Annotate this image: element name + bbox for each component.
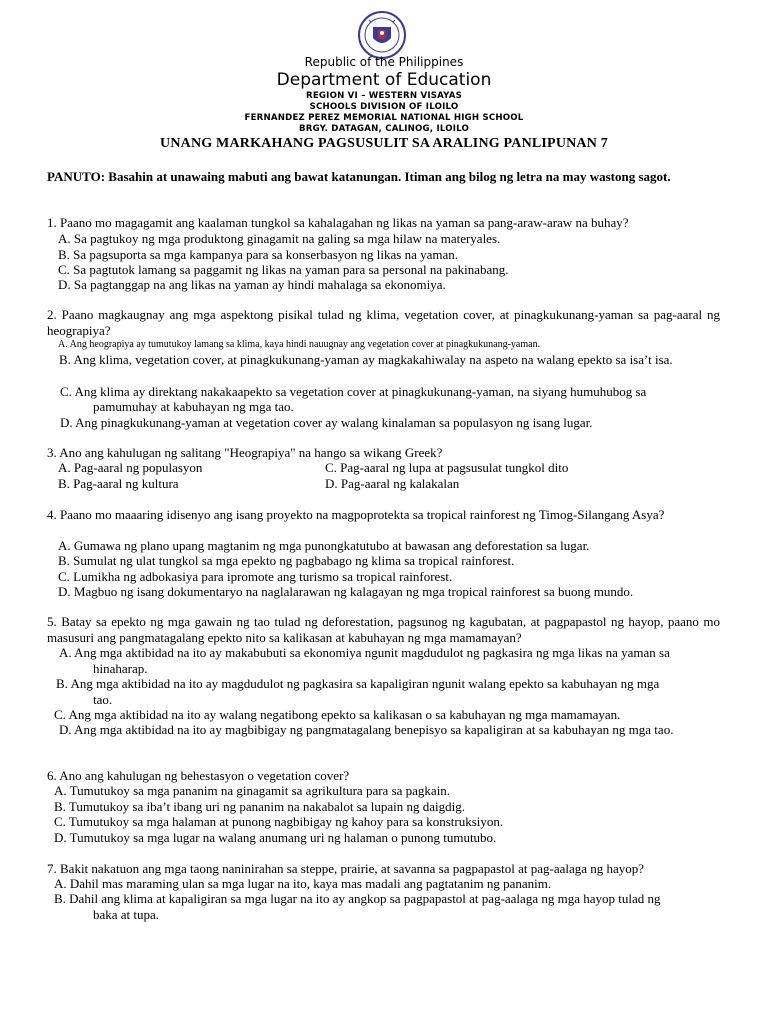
q4-choice-d[interactable]: D. Magbuo ng isang dokumentaryo na naglalarawan ng kalagayan ng mga tropical rainforest sa buong mundo. (58, 584, 634, 599)
question-4: 4. Paano mo maaaring idisenyo ang isang proyekto na magpoprotekta sa tropical rainforest ng Timog-Silangang Asya? (47, 507, 665, 522)
republic-line: Republic of the Philippines (304, 55, 464, 69)
q5-choice-a-cont: hinaharap. (93, 661, 148, 676)
q5-choice-d[interactable]: D. Ang mga aktibidad na ito ay magbibigay ng pangmatagalang benepisyo sa kapaligiran at sa kabuhayan ng mga tao. (59, 722, 674, 737)
q5-choice-a[interactable]: A. Ang mga aktibidad na ito ay makabubuti sa ekonomiya ngunit magdudulot ng pagkasira ng mga likas na yaman sa (59, 645, 670, 660)
instructions: PANUTO: Basahin at unawaing mabuti ang bawat katanungan. Itiman ang bilog ng letra na may wastong sagot. (47, 169, 671, 184)
q7-choice-a[interactable]: A. Dahil mas maraming ulan sa mga lugar na ito, kaya mas madali ang pagtatanim ng pananim. (54, 876, 552, 891)
q1-choice-d[interactable]: D. Sa pagtanggap na ang likas na yaman ay hindi mahalaga sa ekonomiya. (58, 277, 446, 292)
q7-choice-b[interactable]: B. Dahil ang klima at kapaligiran sa mga lugar na ito ay angkop sa pagpapastol at pag-aalaga ng mga hayop tulad ng (54, 891, 661, 906)
q3-choice-b[interactable]: B. Pag-aaral ng kultura (58, 476, 179, 491)
q3-choice-d[interactable]: D. Pag-aaral ng kalakalan (325, 476, 460, 491)
question-5: 5. Batay sa epekto ng mga gawain ng tao tulad ng deforestation, pagsunog ng kagubatan, at pagpapastol ng hayop, paano mo masusuri ang pangmatagalang epekto nito sa kalikasan at kabuhayan ng mga mamamayan? (47, 614, 720, 645)
q2-choice-c[interactable]: C. Ang klima ay direktang nakakaapekto sa vegetation cover at pinagkukunang-yaman, na siyang humuhubog sa (60, 384, 647, 399)
q2-choice-a[interactable]: A. Ang heograpiya ay tumutukoy lamang sa klima, kaya hindi nauugnay ang vegetation cover at pinagkukunang-yaman. (58, 339, 541, 350)
q1-choice-b[interactable]: B. Sa pagsuporta sa mga kampanya para sa konserbasyon ng likas na yaman. (58, 247, 459, 262)
department-name: Department of Education (276, 70, 492, 90)
q4-choice-c[interactable]: C. Lumikha ng adbokasiya para ipromote ang turismo sa tropical rainforest. (58, 569, 453, 584)
question-6: 6. Ano ang kahulugan ng behestasyon o vegetation cover? (47, 768, 350, 783)
q4-choice-b[interactable]: B. Sumulat ng ulat tungkol sa mga epekto ng pagbabago ng klima sa tropical rainforest. (58, 553, 515, 568)
region-line: REGION VI – WESTERN VISAYAS (306, 91, 462, 101)
q6-choice-c[interactable]: C. Tumutukoy sa mga halaman at punong nagbibigay ng kahoy para sa konstruksiyon. (54, 814, 504, 829)
address-line: BRGY. DATAGAN, CALINOG, ILOILO (299, 124, 469, 134)
q2-choice-d[interactable]: D. Ang pinagkukunang-yaman at vegetation cover ay walang kinalaman sa populasyon ng isang lugar. (60, 415, 593, 430)
question-2: 2. Paano magkaugnay ang mga aspektong pisikal tulad ng klima, vegetation cover, at pinagkukunang-yaman sa pag-aaral ng heograpiya? (47, 307, 720, 338)
q5-choice-c[interactable]: C. Ang mga aktibidad na ito ay walang negatibong epekto sa kalikasan o sa kabuhayan ng mga mamamayan. (54, 707, 621, 722)
school-line: FERNANDEZ PEREZ MEMORIAL NATIONAL HIGH SCHOOL (244, 113, 524, 123)
q5-choice-b-cont: tao. (93, 692, 113, 707)
question-3: 3. Ano ang kahulugan ng salitang "Heograpiya" na hango sa wikang Greek? (47, 445, 443, 460)
exam-title: UNANG MARKAHANG PAGSUSULIT SA ARALING PANLIPUNAN 7 (160, 136, 608, 151)
q4-choice-a[interactable]: A. Gumawa ng plano upang magtanim ng mga punongkatutubo at bawasan ang deforestation sa lugar. (58, 538, 590, 553)
division-line: SCHOOLS DIVISION OF ILOILO (309, 102, 459, 112)
q1-choice-a[interactable]: A. Sa pagtukoy ng mga produktong ginagamit na galing sa mga hilaw na materyales. (58, 231, 501, 246)
q2-choice-c-cont: pamumuhay at kabuhayan ng mga tao. (93, 399, 294, 414)
q5-choice-b[interactable]: B. Ang mga aktibidad na ito ay magdudulot ng pagkasira sa kapaligiran ngunit walang epekto sa kabuhayan ng mga (56, 676, 660, 691)
q6-choice-d[interactable]: D. Tumutukoy sa mga lugar na walang anumang uri ng halaman o punong tumutubo. (54, 830, 497, 845)
question-1: 1. Paano mo magagamit ang kaalaman tungkol sa kahalagahan ng likas na yaman sa pang-araw-araw na buhay? (47, 215, 629, 230)
q6-choice-b[interactable]: B. Tumutukoy sa iba’t ibang uri ng pananim na nakabalot sa lupain ng daigdig. (54, 799, 466, 814)
q3-choice-a[interactable]: A. Pag-aaral ng populasyon (58, 460, 203, 475)
question-7: 7. Bakit nakatuon ang mga taong naninirahan sa steppe, prairie, at savanna sa pagpapastol at pag-aalaga ng hayop? (47, 861, 645, 876)
q7-choice-b-cont: baka at tupa. (93, 907, 160, 922)
deped-seal-logo (357, 10, 407, 60)
q1-choice-c[interactable]: C. Sa pagtutok lamang sa paggamit ng likas na yaman para sa personal na pakinabang. (58, 262, 509, 277)
q6-choice-a[interactable]: A. Tumutukoy sa mga pananim na ginagamit sa agrikultura para sa pagkain. (54, 783, 451, 798)
q2-choice-b[interactable]: B. Ang klima, vegetation cover, at pinagkukunang-yaman ay magkakahiwalay na aspeto na walang epekto sa isa’t isa. (59, 352, 673, 367)
q3-choice-c[interactable]: C. Pag-aaral ng lupa at pagsusulat tungkol dito (325, 460, 569, 475)
